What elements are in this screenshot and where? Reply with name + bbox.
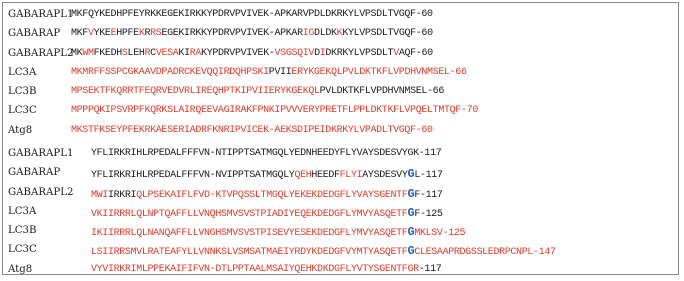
sequence-segment: K [336,28,343,40]
sequence-segment: FKEDH [93,47,122,59]
sequence-segment: V [87,28,94,40]
sequence-segment: MPSEKTFKQRRTFEQRVEDVRLIREQHPTKIPVIIERYKGEKQL [71,86,320,98]
sequence-segment: IG [302,28,315,40]
sequence-segment: F-125 [414,208,443,220]
sequence-segment: VSGSQIV [274,47,315,59]
sequence-segment: MKFQYKEDHPFEYRKKEGEKIRKKYPDRVPVIVEK-APKARVPDLDKRKYLVPSDLTVGQF-60 [71,9,433,20]
sequence-segment: RA [189,47,202,59]
sequence-segment: MKF [71,28,88,40]
sequence-segment: D [314,47,320,59]
protein-label: GABARAPL1 [8,9,74,20]
sequence-segment: R [144,47,151,59]
sequence-segment: E [291,66,298,78]
sequence-segment: DLDK [314,28,337,40]
sequence-segment: EGEKIRKKYPDRVPVIVEK-APKAR [161,28,303,40]
protein-label: LC3A [8,205,37,217]
protein-label: GABARAP [8,28,61,40]
sequence-segment: KYPDRVPVIVEK- [201,47,275,59]
sequence-segment: HEEDF [311,170,340,182]
sequence-segment: V [393,47,399,59]
sequence-segment: RYKGEKQL [297,66,343,78]
protein-label: Atg8 [8,263,33,275]
protein-label: LC3C [8,244,37,256]
sequence-segment: MKLSV-125 [414,228,466,240]
sequence-segment: -117 [418,148,442,159]
sequence [91,167,443,181]
sequence-segment: K [138,28,145,40]
protein-label: GABARAPL2 [8,47,74,59]
sequence-segment: MKMRFFSSPCGKAAVDPADRCKEVQQIRDQHPSKI [71,66,269,78]
sequence [91,225,465,239]
sequence-segment: L-117 [414,170,443,182]
sequence-segment: FLYI [339,170,363,182]
sequence [71,105,478,116]
sequence [71,9,433,20]
sequence-segment: G [407,167,415,182]
sequence-segment: YKE [93,28,111,40]
sequence [71,125,433,136]
sequence-segment: I [319,47,326,59]
sequence [91,187,443,201]
sequence-segment: PVLDKTKFLVPDHVNMSEL-66 [319,86,444,98]
sequence-segment: R [144,28,151,40]
protein-label: GABARAP [8,167,61,179]
sequence-segment: HPFE [116,28,139,40]
protein-label: LC3B [8,86,37,98]
sequence [91,264,441,275]
sequence-segment: VYVIRKRIMLPPEKAIFIFVN-DTLPPTAALMSAIYQEHKDKDGFLYVTYSGENTFG [91,263,414,275]
sequence-segment: WM [82,47,94,59]
sequence-segment: QEH [294,170,312,182]
protein-label: GABARAPL2 [8,186,74,198]
protein-label: Atg8 [8,124,33,136]
sequence [71,28,433,39]
sequence-segment: R [413,263,419,275]
sequence-segment: G [407,225,415,240]
sequence-segment: LSIIRRSMVLRATEAFYLLVNNKSLVSMSATMAEIYRDYKDEDGFVYMTYASQETF [91,247,408,259]
sequence [91,148,441,159]
sequence-segment: MKSTFKSEYPFEKRKAESERIADRFKNRIPVICEK-AEKSDIPEIDKRKYLVPADLTVGQF-60 [71,124,433,136]
sequence-segment: RS [150,28,162,40]
sequence-segment: G [407,244,415,259]
sequence [71,67,467,78]
sequence [91,206,443,220]
sequence-segment: MK [71,47,83,59]
sequence-segment: K [413,148,419,159]
sequence-segment: CLESAAPRDGSSLEDRPCNPL-147 [414,247,556,259]
sequence-segment: E [110,28,117,40]
sequence-segment: VKIIRRRLQLNPTQAFFLLVNQHSMVSVSTPIADIYEQEKDEDGFLYMVYASQETF [91,208,408,220]
sequence-segment: C [150,47,156,59]
sequence-segment: AYSDESVY [362,170,408,182]
sequence-segment: MWI [91,189,108,201]
sequence-segment: S [121,47,128,59]
protein-label: GABARAPL1 [8,148,74,159]
protein-label: LC3A [8,66,37,78]
sequence-segment: KI [178,47,190,59]
sequence-segment: VESA [155,47,179,59]
sequence [91,244,556,258]
sequence-segment: PVLDKTKFLVPDHVNMSEL-66 [342,66,467,78]
sequence-segment: QLPSEKAIFLFVD-KTVPQSSLTMGQLYEKEKDEDGFLYVAYSGENTF [136,189,408,201]
sequence-segment: IKIIRRRLQLNANQAFFLLVNGHSMVSVSTPISEVYESEKDEDGFLYMVYASQETF [91,228,408,240]
sequence-segment: YFLIRKRIHLRPEDALFFFVN-NVIPPTSATMGQLY [91,170,295,182]
sequence [71,86,444,97]
sequence-segment: G [407,186,415,201]
sequence-segment: LEH [127,47,145,59]
alignment-frame [2,2,679,275]
sequence-segment: G [407,205,415,220]
sequence [71,48,433,59]
sequence-segment: YFLIRKRIHLRPEDALFFFVN-NTIPPTSATMGQLYEDNHEEDYFLYVAYSDESVYG [91,148,414,159]
sequence-segment: MPPPQKIPSVRPFKQRKSLAIRQEEVAGIRAKFPNKIPVVVERYPRETFLPPLDKTKFLVPQELTMTQF-70 [71,105,478,117]
sequence-segment: PVII [268,66,292,78]
protein-label: LC3C [8,105,37,117]
sequence-segment: -117 [418,263,442,275]
sequence-segment: DKRKYLVPSDLT [325,47,394,59]
sequence-segment: AQF-60 [398,47,433,59]
sequence-segment: KYLVPSDLTVGQF-60 [342,28,433,40]
protein-label: LC3B [8,225,37,237]
sequence-segment: F-117 [414,189,443,201]
sequence-segment: IRKRI [107,189,137,201]
